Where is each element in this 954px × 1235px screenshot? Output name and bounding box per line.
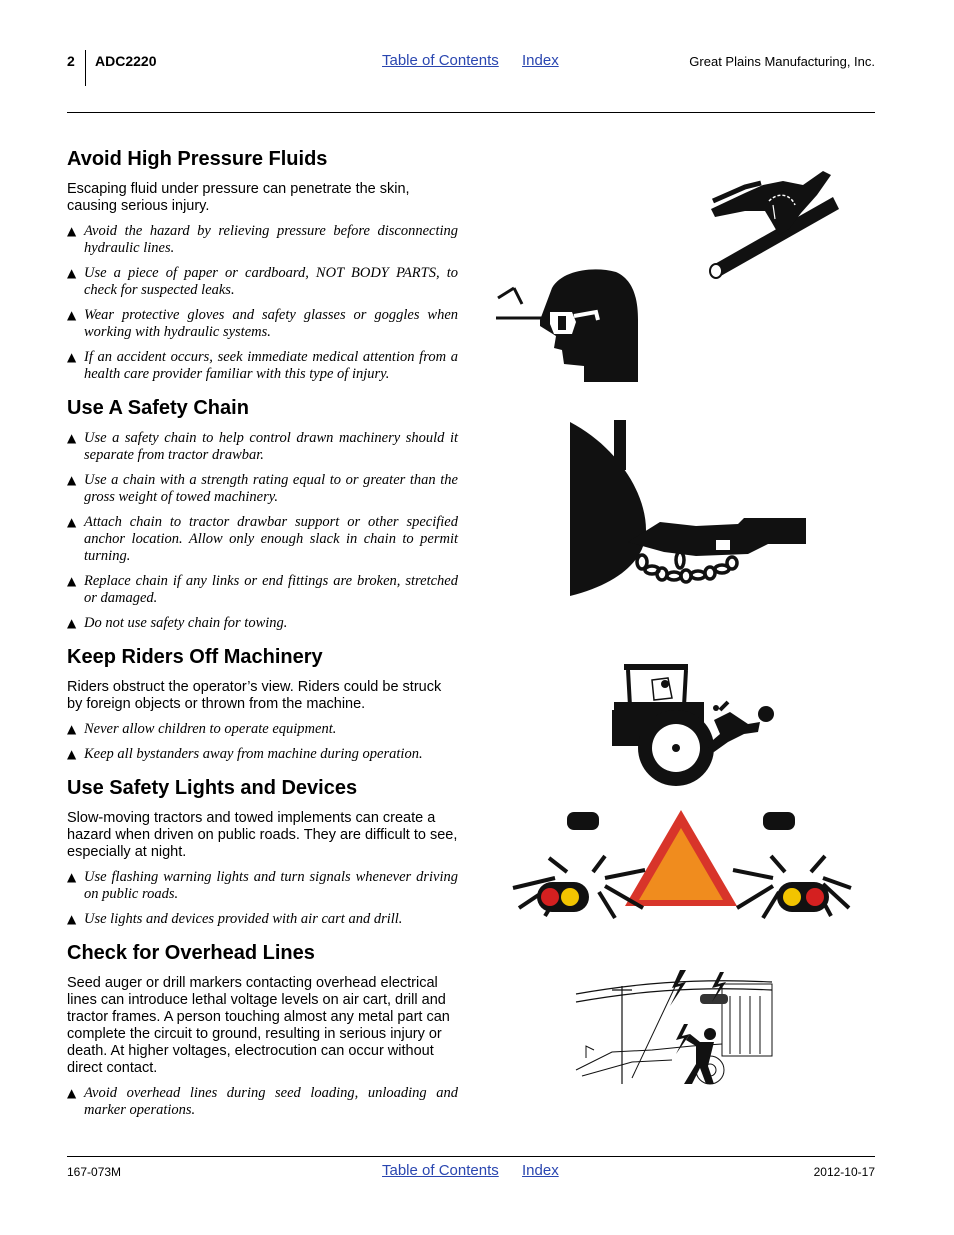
bullet-text: Avoid overhead lines during seed loading, unloading and marker operations.: [84, 1085, 458, 1118]
bullet-item: [67, 746, 458, 763]
flashing-light-left-icon: [513, 856, 645, 918]
triangle-bullet-icon: ▲: [67, 616, 77, 630]
safety-lights-illustration: [505, 808, 855, 928]
tractor-icon: [612, 664, 714, 786]
power-lines-icon: [576, 981, 772, 1084]
head-with-goggles-illustration: [492, 266, 642, 386]
triangle-bullet-icon: ▲: [67, 350, 77, 364]
triangle-bullet-icon: ▲: [67, 431, 77, 445]
bullet-text: Use a chain with a strength rating equal to or greater than the gross weight of towed machinery.: [84, 472, 458, 505]
bullet-list: [67, 430, 458, 632]
bullet-text: Attach chain to tractor drawbar support or other specified anchor location. Allow only enough slack in chain to permit turning.: [84, 514, 458, 564]
section-intro: Seed auger or drill markers contacting overhead electrical lines can introduce lethal voltage levels on air cart, drill and tractor frames. A person touching almost any metal part can complete the circuit to ground, resulting in serious injury or death. At higher voltages, electrocution can occur without direct contact.: [67, 975, 450, 1076]
bullet-text: Replace chain if any links or end fittings are broken, stretched or damaged.: [84, 573, 458, 606]
footer-index-link[interactable]: Index: [522, 1162, 559, 1179]
section-safety-lights: [67, 777, 458, 928]
bullet-item: [67, 349, 458, 383]
drawbar-hitch-icon: [628, 518, 806, 556]
section-title: Use Safety Lights and Devices: [67, 777, 358, 799]
bullet-list: [67, 869, 458, 928]
bullet-text: Never allow children to operate equipment.: [84, 721, 337, 737]
triangle-bullet-icon: ▲: [67, 747, 77, 761]
triangle-bullet-icon: ▲: [67, 266, 77, 280]
bullet-text: Use a safety chain to help control drawn machinery should it separate from tractor drawbar.: [84, 430, 458, 463]
bullet-item: [67, 472, 458, 506]
publication-date: 2012-10-17: [813, 1165, 875, 1179]
header-rule: [67, 112, 875, 113]
bullet-text: Avoid the hazard by relieving pressure before disconnecting hydraulic lines.: [84, 223, 458, 256]
bullet-text: Use lights and devices provided with air cart and drill.: [84, 911, 403, 927]
section-overhead-lines: [67, 942, 458, 1119]
bullet-text: Keep all bystanders away from machine during operation.: [84, 746, 423, 762]
bullet-item: [67, 265, 458, 299]
flashing-light-right-icon: [733, 856, 851, 918]
overhead-lines-illustration: [572, 966, 784, 1086]
hand-icon: [711, 171, 831, 235]
triangle-bullet-icon: ▲: [67, 473, 77, 487]
footer-toc-link[interactable]: Table of Contents: [382, 1162, 499, 1179]
section-high-pressure-fluids: [67, 148, 458, 383]
bullet-item: [67, 514, 458, 565]
bullet-text: If an accident occurs, seek immediate medical attention from a health care provider familiar with this type of injury.: [84, 349, 458, 382]
bullet-list: [67, 223, 458, 383]
bullet-item: [67, 721, 458, 738]
bullet-list: [67, 721, 458, 763]
section-title: Avoid High Pressure Fluids: [67, 148, 328, 170]
lamp-housing-right: [763, 812, 795, 830]
footer-rule: [67, 1156, 875, 1157]
bullet-item: [67, 307, 458, 341]
section-intro: Riders obstruct the operator’s view. Riders could be struck by foreign objects or thrown from the machine.: [67, 679, 442, 712]
section-intro: Escaping fluid under pressure can penetrate the skin, causing serious injury.: [67, 181, 410, 214]
triangle-bullet-icon: ▲: [67, 515, 77, 529]
bullet-text: Do not use safety chain for towing.: [84, 615, 288, 631]
part-number: 167-073M: [67, 1165, 122, 1179]
bullet-item: [67, 1085, 458, 1119]
safety-chain-illustration: [568, 418, 813, 598]
fluid-spray-lines: [496, 288, 542, 318]
chain-icon: [637, 552, 737, 582]
section-keep-riders-off: [67, 646, 458, 763]
company-name: Great Plains Manufacturing, Inc.: [689, 54, 875, 69]
bullet-item: [67, 615, 458, 632]
rider-on-tractor-illustration: [610, 662, 780, 788]
section-title: Check for Overhead Lines: [67, 942, 315, 964]
smv-emblem-icon: [625, 810, 737, 906]
section-intro: Slow-moving tractors and towed implements can create a hazard when driven on public roads. They are difficult to see, especially at night.: [67, 810, 458, 860]
triangle-bullet-icon: ▲: [67, 870, 77, 884]
bullet-text: Use a piece of paper or cardboard, NOT BODY PARTS, to check for suspected leaks.: [84, 265, 458, 298]
bullet-item: [67, 911, 458, 928]
header-index-link[interactable]: Index: [522, 52, 559, 69]
triangle-bullet-icon: ▲: [67, 308, 77, 322]
lamp-housing-left: [567, 812, 599, 830]
bullet-item: [67, 869, 458, 903]
bullet-item: [67, 430, 458, 464]
triangle-bullet-icon: ▲: [67, 224, 77, 238]
document-code: ADC2220: [95, 53, 157, 69]
triangle-bullet-icon: ▲: [67, 912, 77, 926]
header-divider: [85, 50, 86, 86]
triangle-bullet-icon: ▲: [67, 1086, 77, 1100]
triangle-bullet-icon: ▲: [67, 574, 77, 588]
section-title: Keep Riders Off Machinery: [67, 646, 323, 668]
triangle-bullet-icon: ▲: [67, 722, 77, 736]
header-toc-link[interactable]: Table of Contents: [382, 52, 499, 69]
hand-hydraulic-leak-illustration: [705, 165, 840, 280]
bullet-text: Wear protective gloves and safety glasses or goggles when working with hydraulic systems.: [84, 307, 458, 340]
tractor-wheel-icon: [570, 422, 646, 596]
content-column: [67, 148, 458, 1133]
page-number: 2: [67, 53, 75, 69]
section-title: Use A Safety Chain: [67, 397, 249, 419]
bullet-item: [67, 573, 458, 607]
bullet-list: [67, 1085, 458, 1119]
falling-rider-icon: [706, 702, 774, 752]
section-safety-chain: [67, 397, 458, 632]
bullet-text: Use flashing warning lights and turn signals whenever driving on public roads.: [84, 869, 458, 902]
bullet-item: [67, 223, 458, 257]
